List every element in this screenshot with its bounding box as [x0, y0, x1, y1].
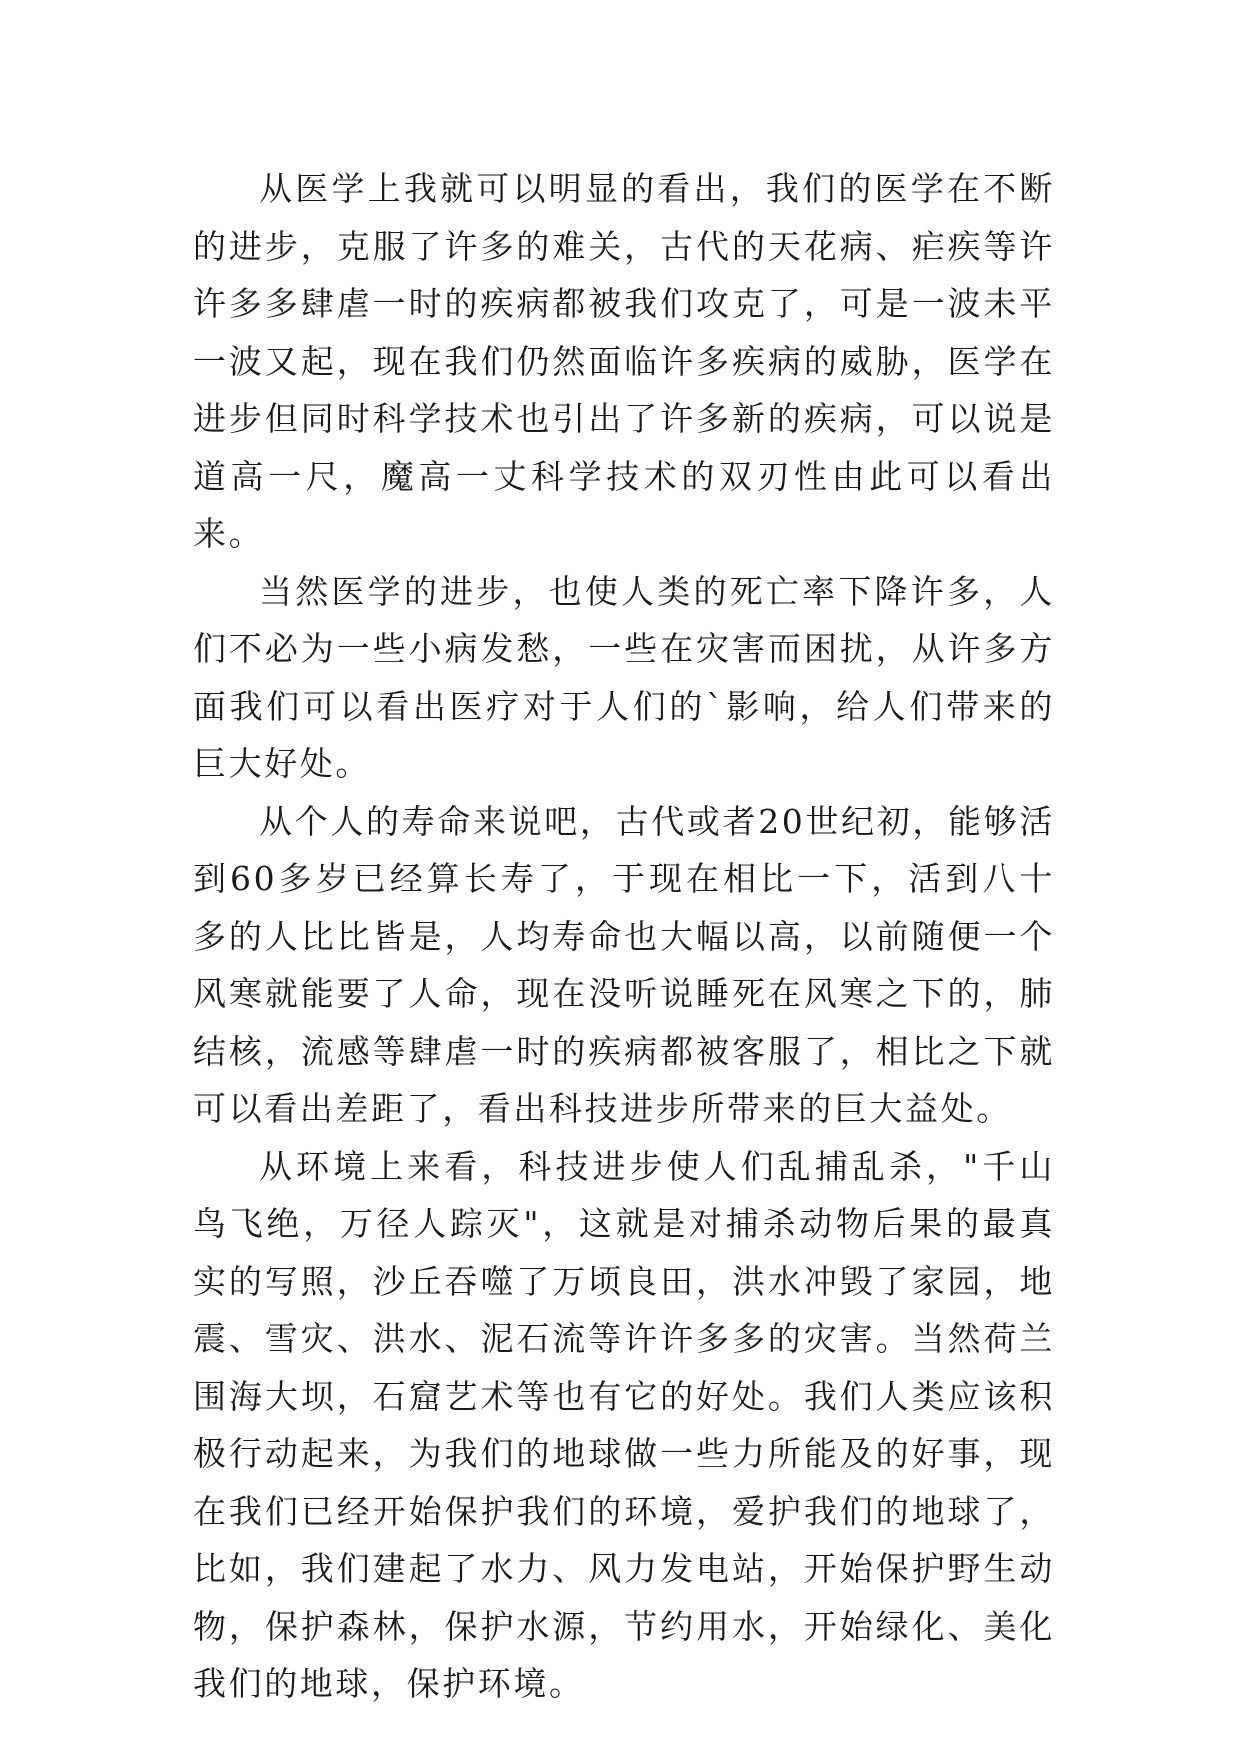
paragraph-lifespan: 从个人的寿命来说吧，古代或者20世纪初，能够活到60多岁已经算长寿了，于现在相比一下，活到八十多的人比比皆是，人均寿命也大幅以高，以前随便一个风寒就能要了人命，现在没听说睡死在风寒之下的，肺结核，流感等肆虐一时的疾病都被客服了，相比之下就可以看出差距了，看出科技进步所带来的巨大益处。 — [193, 801, 1055, 1128]
document-body — [193, 160, 1055, 1713]
paragraph-mortality: 当然医学的进步，也使人类的死亡率下降许多，人们不必为一些小病发愁，一些在灾害而困扰，从许多方面我们可以看出医疗对于人们的`影响，给人们带来的巨大好处。 — [193, 571, 1055, 783]
paragraph-environment: 从环境上来看，科技进步使人们乱捕乱杀，"千山鸟飞绝，万径人踪灭"，这就是对捕杀动物后果的最真实的写照，沙丘吞噬了万顷良田，洪水冲毁了家园，地震、雪灾、洪水、泥石流等许许多多的灾害。当然荷兰围海大坝，石窟艺术等也有它的好处。我们人类应该积极行动起来，为我们的地球做一些力所能及的好事，现在我们已经开始保护我们的环境，爱护我们的地球了，比如，我们建起了水力、风力发电站，开始保护野生动物，保护森林，保护水源，节约用水，开始绿化、美化我们的地球，保护环境。 — [193, 1146, 1055, 1703]
paragraph-medicine: 从医学上我就可以明显的看出，我们的医学在不断的进步，克服了许多的难关，古代的天花病、疟疾等许许多多肆虐一时的疾病都被我们攻克了，可是一波未平一波又起，现在我们仍然面临许多疾病的威胁，医学在进步但同时科学技术也引出了许多新的疾病，可以说是道高一尺，魔高一丈科学技术的双刃性由此可以看出来。 — [193, 169, 1055, 553]
